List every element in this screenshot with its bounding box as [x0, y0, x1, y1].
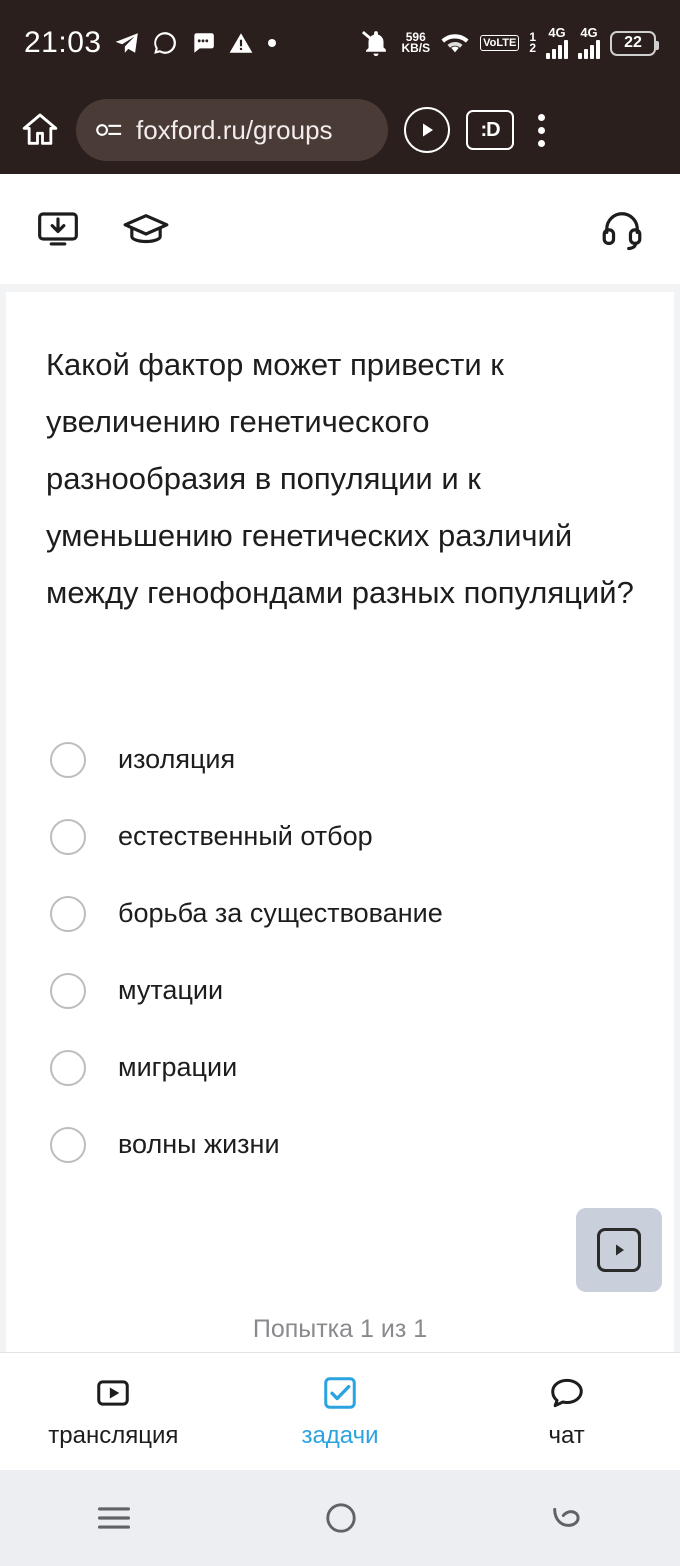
- radio-button[interactable]: [50, 973, 86, 1009]
- radio-button[interactable]: [50, 896, 86, 932]
- option-row[interactable]: [46, 1106, 634, 1183]
- home-circle-icon[interactable]: [323, 1500, 359, 1536]
- tasks-check-icon: [321, 1374, 359, 1412]
- home-icon[interactable]: [20, 110, 60, 150]
- status-clock: 21:03: [24, 26, 102, 59]
- answer-options-list: [46, 721, 634, 1183]
- status-bar: [0, 0, 680, 86]
- play-circle-icon[interactable]: [404, 107, 450, 153]
- tab-label: чат: [548, 1421, 585, 1449]
- whatsapp-icon: [152, 30, 178, 56]
- permissions-icon[interactable]: [94, 117, 124, 143]
- bell-off-icon: [361, 28, 391, 58]
- question-text: Какой фактор может привести к увеличению генетического разнообразия в популяции и к уменьшению генетических различий между генофондами разных популяций?: [46, 347, 634, 610]
- option-label: борьба за существование: [118, 898, 443, 928]
- battery-indicator: 22: [610, 31, 656, 56]
- tab-chat[interactable]: [467, 1374, 667, 1450]
- radio-button[interactable]: [50, 819, 86, 855]
- page-content: [0, 284, 680, 1352]
- browser-toolbar: [0, 86, 680, 174]
- telegram-icon: [114, 30, 140, 56]
- radio-button[interactable]: [50, 742, 86, 778]
- bottom-tab-bar: [0, 1352, 680, 1470]
- option-row[interactable]: [46, 952, 634, 1029]
- warning-icon: [228, 30, 254, 56]
- option-row[interactable]: [46, 1029, 634, 1106]
- question-card: [6, 292, 674, 1352]
- volte-badge: VoLTE: [480, 35, 519, 51]
- tab-label: трансляция: [48, 1421, 179, 1449]
- video-thumbnail-icon: [597, 1228, 641, 1272]
- tab-tasks[interactable]: [240, 1374, 440, 1450]
- option-label: миграции: [118, 1052, 238, 1082]
- recents-icon[interactable]: [94, 1503, 134, 1533]
- floating-video-button[interactable]: [576, 1208, 662, 1292]
- option-label: волны жизни: [118, 1129, 280, 1159]
- download-to-device-icon[interactable]: [36, 209, 80, 249]
- sim2-signal-icon: 4G: [578, 28, 600, 59]
- address-bar-url: foxford.ru/groups: [136, 114, 333, 145]
- tab-switcher-button[interactable]: :D: [466, 110, 514, 150]
- option-label: естественный отбор: [118, 821, 373, 851]
- radio-button[interactable]: [50, 1127, 86, 1163]
- system-nav-bar: [0, 1470, 680, 1566]
- headset-icon[interactable]: [600, 207, 644, 251]
- tab-label: задачи: [301, 1421, 379, 1449]
- graduation-cap-icon[interactable]: [122, 209, 170, 249]
- radio-button[interactable]: [50, 1050, 86, 1086]
- sim-slot-indices: 1 2: [529, 30, 536, 55]
- chat-bubble-icon: [548, 1374, 586, 1412]
- address-bar[interactable]: [76, 99, 388, 161]
- messages-icon: [190, 30, 216, 56]
- dot-icon: [266, 37, 278, 49]
- network-speed-indicator: 596 KB/S: [401, 30, 431, 55]
- option-label: изоляция: [118, 744, 236, 774]
- tab-broadcast[interactable]: [13, 1374, 213, 1450]
- site-header: [0, 174, 680, 284]
- option-label: мутации: [118, 975, 224, 1005]
- wifi-icon: [440, 30, 470, 56]
- back-arrow-icon[interactable]: [548, 1502, 586, 1534]
- sim1-signal-icon: 4G: [546, 28, 568, 59]
- option-row[interactable]: [46, 798, 634, 875]
- option-row[interactable]: [46, 721, 634, 798]
- kebab-menu-icon[interactable]: [536, 114, 546, 147]
- attempt-counter: Попытка 1 из 1: [252, 1315, 428, 1343]
- broadcast-icon: [94, 1374, 132, 1412]
- option-row[interactable]: [46, 875, 634, 952]
